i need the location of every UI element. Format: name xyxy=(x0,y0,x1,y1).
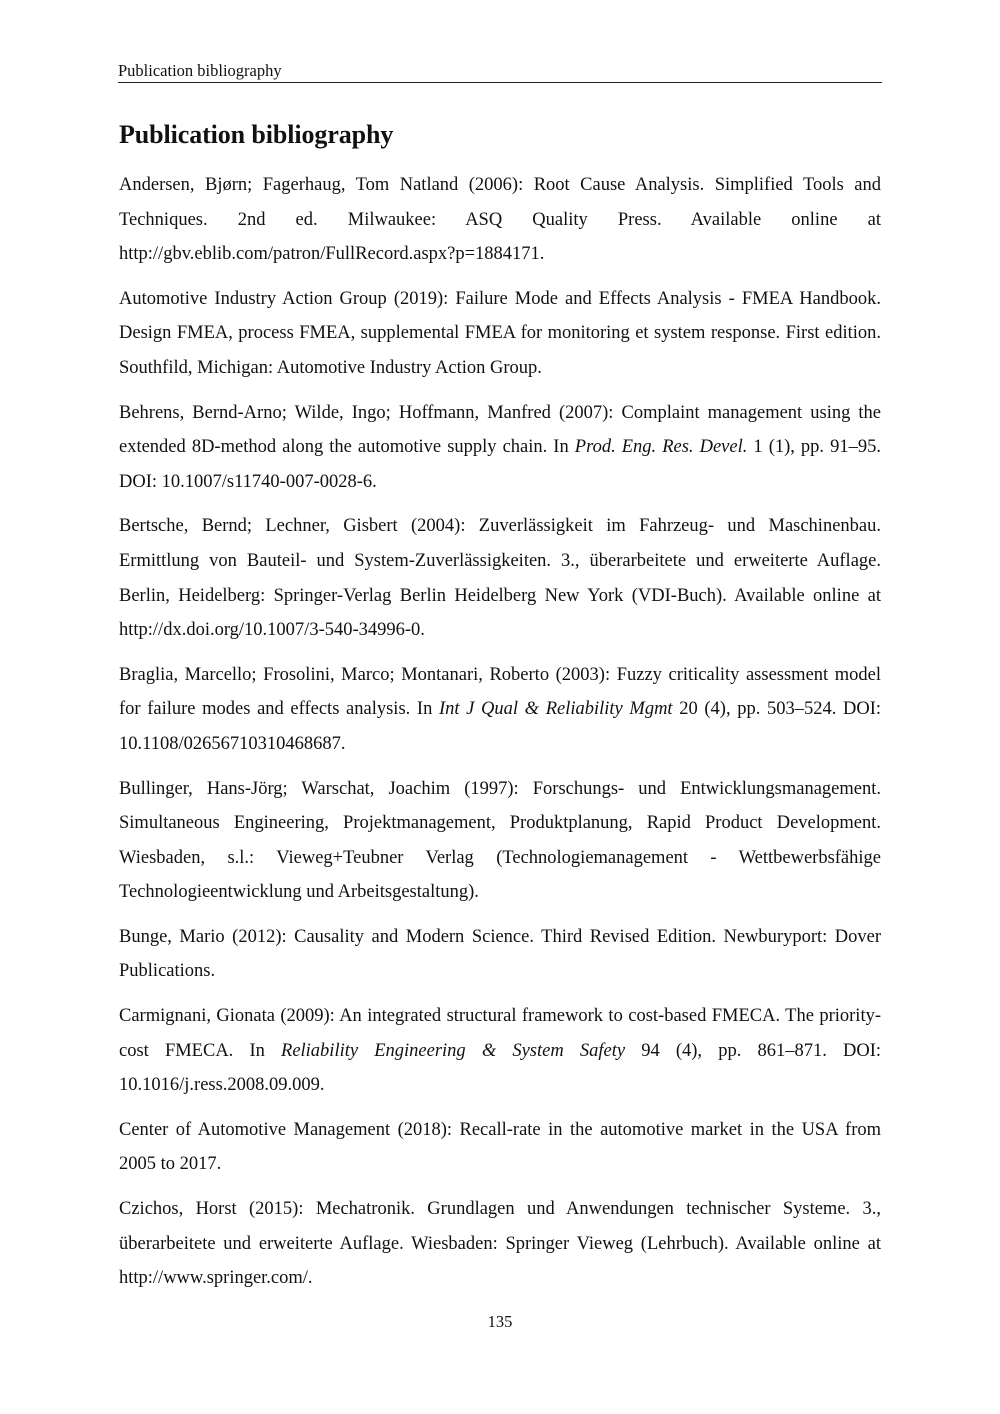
reference-text: Automotive Industry Action Group (2019): Failure Mode and Effects Analysis - FMEA Handbook. Design FMEA, process FMEA, supplemental FMEA for monitoring et system response. First edition. Southfild, Michigan: Automotive Industry Action Group. xyxy=(119,288,881,378)
reference-details: 94 (4), pp. 861–871. DOI: 10.1016/j.ress.2008.09.009. xyxy=(119,1040,882,1096)
reference-text: Andersen, Bjørn; Fagerhaug, Tom Natland (2006): Root Cause Analysis. Simplified Tools and Techniques. 2nd ed. Milwaukee: ASQ Quality Press. Available online at http://gbv.eblib.com/patron/FullRecord.aspx?p=1884171. xyxy=(119,175,881,265)
reference-journal: Reliability Engineering & System Safety xyxy=(281,1040,626,1061)
reference-text: Behrens, Bernd-Arno; Wilde, Ingo; Hoffmann, Manfred (2007): Complaint management using the extended 8D-method along the automotive supply chain. In xyxy=(119,402,881,458)
running-header-title: Publication bibliography xyxy=(118,61,282,80)
page-number: 135 xyxy=(487,1312,513,1331)
reference-text: Center of Automotive Management (2018): Recall-rate in the automotive market in the USA from 2005 to 2017. xyxy=(119,1119,881,1175)
reference-text: Carmignani, Gionata (2009): An integrated structural framework to cost-based FMECA. The priority-cost FMECA. In xyxy=(119,1006,881,1061)
reference-text: Bullinger, Hans-Jörg; Warschat, Joachim (1997): Forschungs- und Entwicklungsmanagement. Simultaneous Engineering, Projektmanagement, Produktplanung, Rapid Product Development. Wiesbaden, s.l.: Vieweg+Teubner Verlag (Technologiemanagement - Wettbewerbsfähige Technologieentwicklung und Arbeitsgestaltung). xyxy=(119,778,881,903)
reference-item xyxy=(119,999,881,1103)
reference-item xyxy=(119,1192,881,1296)
reference-item xyxy=(119,1113,881,1182)
page-title: Publication bibliography xyxy=(119,120,394,149)
reference-item xyxy=(119,282,881,386)
reference-item xyxy=(119,920,881,989)
reference-item xyxy=(119,509,881,647)
reference-details: 20 (4), pp. 503–524. DOI: 10.1108/02656710310468687. xyxy=(119,699,882,754)
running-header xyxy=(118,61,882,83)
reference-list xyxy=(119,168,881,1306)
reference-text: Braglia, Marcello; Frosolini, Marco; Montanari, Roberto (2003): Fuzzy criticality assessment model for failure modes and effects analysis. In xyxy=(119,664,881,720)
reference-text: Czichos, Horst (2015): Mechatronik. Grundlagen und Anwendungen technischer Systeme. 3., überarbeitete und erweiterte Auflage. Wiesbaden: Springer Vieweg (Lehrbuch). Available online at http://www.springer.com/. xyxy=(119,1199,881,1289)
reference-item xyxy=(119,396,881,500)
reference-item xyxy=(119,168,881,272)
reference-text: Bunge, Mario (2012): Causality and Modern Science. Third Revised Edition. Newburyport: Dover Publications. xyxy=(119,926,881,982)
reference-details: 1 (1), pp. 91–95. DOI: 10.1007/s11740-007-0028-6. xyxy=(119,437,881,492)
reference-item xyxy=(119,772,881,910)
reference-journal: Prod. Eng. Res. Devel. xyxy=(574,437,748,458)
reference-item xyxy=(119,658,881,762)
reference-text: Bertsche, Bernd; Lechner, Gisbert (2004): Zuverlässigkeit im Fahrzeug- und Maschinenbau. Ermittlung von Bauteil- und System-Zuverlässigkeiten. 3., überarbeitete und erweiterte Auflage. Berlin, Heidelberg: Springer-Verlag Berlin Heidelberg New York (VDI-Buch). Available online at http://dx.doi.org/10.1007/3-540-34996-0. xyxy=(119,516,881,641)
reference-journal: Int J Qual & Reliability Mgmt xyxy=(438,699,673,720)
